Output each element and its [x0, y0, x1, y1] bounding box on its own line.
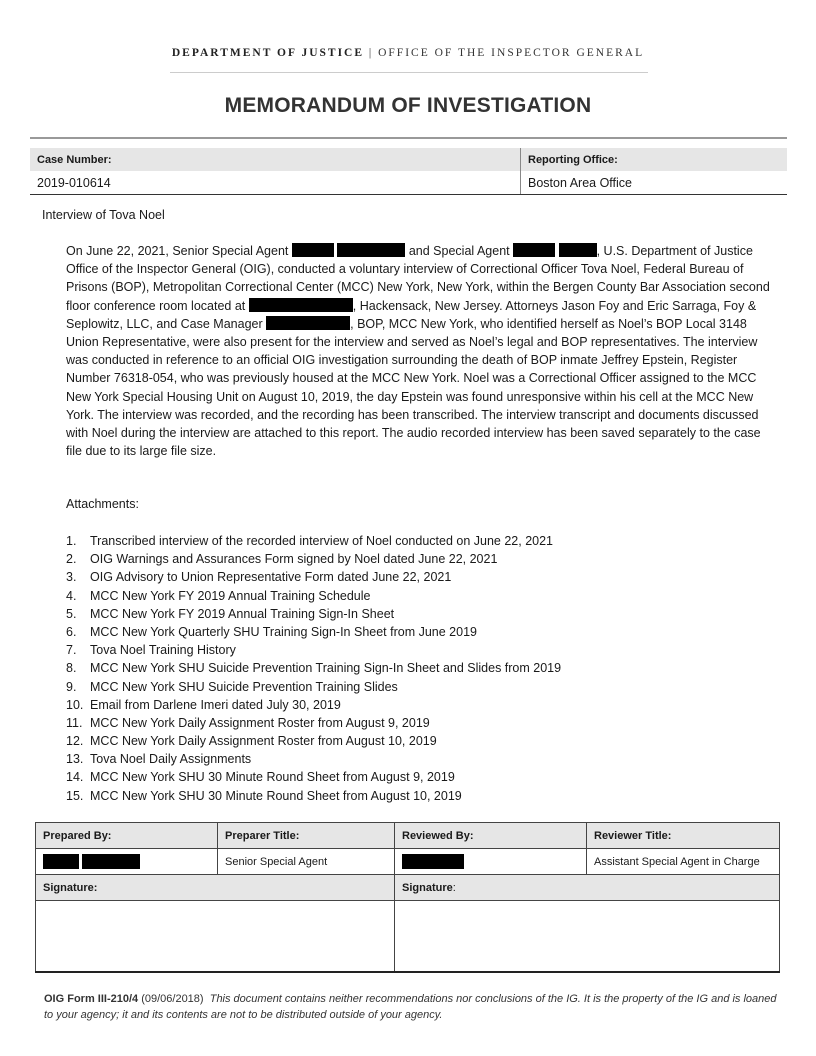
attachment-item: 8. MCC New York SHU Suicide Prevention Training Sign-In Sheet and Slides from 2019 [66, 661, 562, 676]
form-footer [44, 991, 784, 1023]
narrative-text-4: , Hackensack, New Jersey. Attorneys Jason Foy and Eric Sarraga, Foy & Seplowitz, LLC, and Case Manager [66, 298, 757, 331]
memo-subject: Interview of Tova Noel [42, 208, 165, 222]
attachment-item: 10. Email from Darlene Imeri dated July 30, 2019 [66, 697, 341, 712]
attachment-item: 5. MCC New York FY 2019 Annual Training Sign-In Sheet [66, 606, 395, 621]
reviewer-signature-field[interactable] [395, 901, 780, 973]
preparer-name-cell [36, 849, 218, 875]
prepared-by-label: Prepared By: [36, 823, 218, 849]
attachment-item: 4. MCC New York FY 2019 Annual Training Schedule [66, 588, 371, 603]
form-id: OIG Form III-210/4 [44, 993, 139, 1005]
redaction-block [266, 316, 350, 330]
redaction-block [292, 243, 334, 257]
department-header [0, 47, 816, 59]
narrative-text-3: , U.S. Department of Justice Office of the Inspector General (OIG), conducted a voluntary interview of Correctional Officer Tova Noel, Federal Bureau of Prisons (BOP), Metropolitan Correctional Center (MCC) New York, New York, within the Bergen County Bar Association second floor conference room located at [66, 244, 770, 313]
attachment-item: 12. MCC New York Daily Assignment Roster from August 10, 2019 [66, 734, 437, 749]
attachments-label: Attachments: [66, 497, 139, 511]
form-date: (09/06/2018) [141, 993, 204, 1005]
attachments-list [66, 532, 561, 805]
case-number-label: Case Number: [30, 148, 521, 171]
redaction-block [43, 854, 79, 869]
attachment-item: 2. OIG Warnings and Assurances Form signed by Noel dated June 22, 2021 [66, 552, 498, 567]
reporting-office-label: Reporting Office: [521, 148, 788, 171]
reviewer-name-cell [395, 849, 587, 875]
redaction-block [82, 854, 140, 869]
attachment-item: 15. MCC New York SHU 30 Minute Round Sheet from August 10, 2019 [66, 788, 462, 803]
attachment-item: 9. MCC New York SHU Suicide Prevention Training Slides [66, 679, 398, 694]
narrative-text-2: and Special Agent [408, 244, 510, 258]
redaction-block [559, 243, 597, 257]
case-number-value: 2019-010614 [30, 171, 521, 195]
attachment-item: 6. MCC New York Quarterly SHU Training Sign-In Sheet from June 2019 [66, 624, 477, 639]
reviewer-signature-label: Signature: [395, 875, 780, 901]
attachment-item: 14. MCC New York SHU 30 Minute Round Sheet from August 9, 2019 [66, 770, 455, 785]
office-name: OFFICE OF THE INSPECTOR GENERAL [378, 47, 645, 59]
redaction-block [337, 243, 405, 257]
distribution-notice: This document contains neither recommendations nor conclusions of the IG. It is the property of the IG and is loaned to your agency; it and its contents are not to be distributed outside of your agency. [44, 993, 777, 1021]
header-divider [170, 72, 648, 73]
attachment-item: 11. MCC New York Daily Assignment Roster from August 9, 2019 [66, 715, 430, 730]
redaction-block [249, 298, 353, 312]
preparer-signature-label: Signature: [36, 875, 395, 901]
reviewer-title-value: Assistant Special Agent in Charge [587, 849, 780, 875]
department-name: DEPARTMENT OF JUSTICE [171, 47, 365, 59]
preparer-signature-field[interactable] [36, 901, 395, 973]
case-info-table [30, 148, 787, 195]
narrative-text-1: On June 22, 2021, Senior Special Agent [66, 244, 289, 258]
attachment-item: 1. Transcribed interview of the recorded interview of Noel conducted on June 22, 2021 [66, 534, 554, 548]
preparer-title-value: Senior Special Agent [218, 849, 395, 875]
attachment-item: 7. Tova Noel Training History [66, 643, 236, 658]
memo-title: MEMORANDUM OF INVESTIGATION [224, 94, 592, 117]
attachment-item: 3. OIG Advisory to Union Representative Form dated June 22, 2021 [66, 570, 452, 585]
signature-table [35, 822, 780, 973]
title-divider [30, 137, 787, 139]
reporting-office-value: Boston Area Office [521, 171, 788, 195]
redaction-block [402, 854, 464, 869]
narrative-text-5: , BOP, MCC New York, who identified herself as Noel’s BOP Local 3148 Union Representative, were also present for the interview and served as Noel’s legal and BOP representatives. The interview was conducted in reference to an official OIG investigation surrounding the death of BOP inmate Jeffrey Epstein, Register Number 76318-054, who was previously housed at the MCC New York. Noel was a Correctional Officer assigned to the MCC New York Special Housing Unit on August 10, 2019, the day Epstein was found unresponsive within his cell at the MCC New York. The interview was recorded, and the recording has been transcribed. The interview transcript and documents discussed with Noel during the interview are attached to this report. The audio recorded interview has been saved separately to the case file due to its large file size. [66, 316, 761, 459]
redaction-block [513, 243, 555, 257]
reviewer-title-label: Reviewer Title: [587, 823, 780, 849]
preparer-title-label: Preparer Title: [218, 823, 395, 849]
header-separator: | [368, 47, 374, 59]
reviewed-by-label: Reviewed By: [395, 823, 587, 849]
narrative-paragraph [66, 242, 770, 460]
attachment-item: 13. Tova Noel Daily Assignments [66, 752, 252, 767]
